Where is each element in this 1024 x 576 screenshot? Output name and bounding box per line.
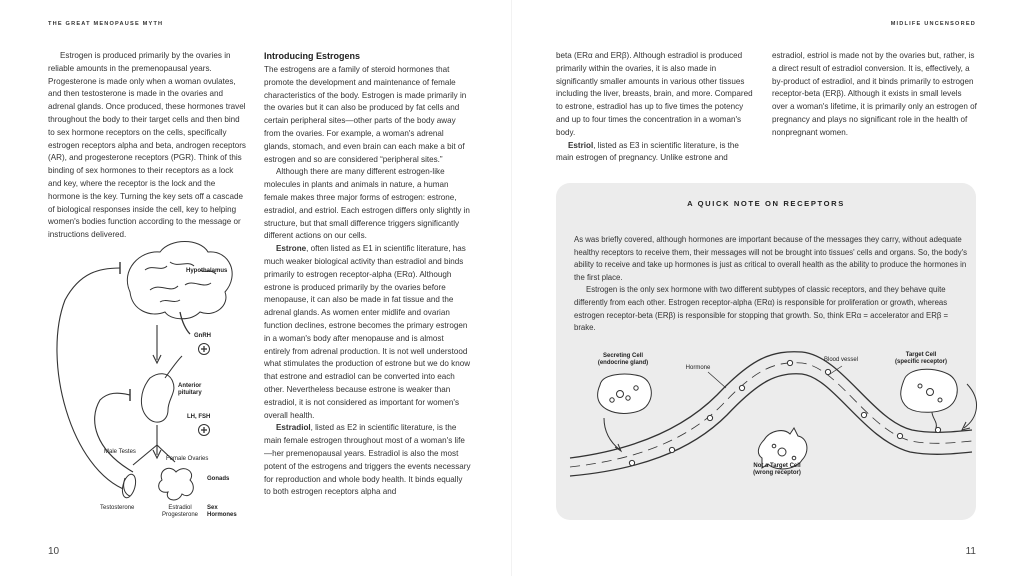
pituitary-icon [141,356,182,422]
section-heading: Introducing Estrogens [264,51,361,61]
paragraph: The estrogens are a family of steroid hormones that promote the development and maintenance of female characteristics of the body. Estrogen is made primarily in the ovaries but it can also be produced by fat cells and certain peripheral sites—other parts of the body away from the ovaries. For example, a woman's adrenal glands, stomach, and even brain can each make a bit of estrogen and so are considered “peripheral sites.” [264,65,467,164]
receptor-diagram-svg [512,0,1024,576]
label-blood-vessel: Blood vessel [823,357,859,363]
stimulate-lhfsh-icon [199,425,210,436]
paragraph: As was briefly covered, although hormones are important because of the messages they carry, without adequate healthy receptors to receive them, their messages will not be brought into tissues' cells and organs. So, the body's ability to receive and take up hormones is just as critical to overall health as the ability to produce the hormones in the first place. [574,235,968,282]
term-estrone: Estrone [276,244,307,254]
testis-icon [120,473,138,499]
brain-icon [127,242,232,335]
paragraph: Although there are many different estrogen-like molecules in plants and animals in nature, a human female makes three major forms of estrogen: estrone, estradiol, and estriol. Each estrogen differs only slightly in structure, but that small difference triggers significantly different actions on our cells. [264,167,470,241]
label-gnrh: GnRH [194,333,211,339]
ovary-icon [159,468,194,500]
page-number-right: 11 [965,546,976,557]
page-number-left: 10 [48,546,60,557]
right-page [512,0,1024,576]
label-sex-hormones: Sex Hormones [207,505,237,518]
label-estradiol-progesterone: Estradiol Progesterone [161,505,199,518]
running-head-left: THE GREAT MENOPAUSE MYTH [48,21,164,27]
label-male-testes: Male Testes [104,449,136,455]
label-hormone: Hormone [685,365,711,371]
paragraph: Estrogen is produced primarily by the ovaries in reliable amounts in the premenopausal years. Progesterone is made only when a woman ovulates, and then testosterone is made in the ovaries and adrenal glands. Once produced, these hormones travel throughout the body to their target cells and then bind to sex hormone receptors on the cells, specifically estrogen receptors alpha and beta, androgen receptors (AR), and progesterone receptors (PGR). Think of this binding of sex hormones to their receptors as a lock and key, where the receptor is the lock and the hormone is the key. Turning the key sets off a cascade of biological responses inside the cell, key to helping women's bodies function according to the message or instructions delivered. [48,51,246,240]
label-female-ovaries: Female Ovaries [166,456,209,462]
label-target-cell: Target Cell (specific receptor) [894,352,948,365]
callout-title: A QUICK NOTE ON RECEPTORS [687,199,845,208]
paragraph: estradiol, estriol is made not by the ovaries but, rather, is a direct result of estradiol conversion. It is, effectively, a by-product of estradiol, and it binds primarily to estrogen receptor-beta (ERβ). Although it exists in small levels over a woman's lifetime, it is primarily only an estrogen of pregnancy and plays no significant role in the health of nonpregnant women. [772,51,977,137]
stimulate-gnrh-icon [199,344,210,355]
paragraph: Estrone, often listed as E1 in scientific literature, has much weaker biological activity than estradiol and binds primarily to estrogen receptor-alpha (ERα). Although estrone is produced primarily by the ovaries before menopause, it can also be made in fat tissue and the adrenal glands. As women enter midlife and ovarian function declines, estrone becomes the primary estrogen in a woman's body after menopause and is almost entirely from adrenal production. It is not well understood what stimulates the production of estrone but we do know that estrone and estradiol can be converted into each other. Nevertheless because estrone is weaker than estradiol, it is not considered as important for women's overall health. [264,244,471,420]
paragraph: Estradiol, listed as E2 in scientific literature, is the main female estrogen throughout most of a woman's life—her premenopausal years. Estradiol is also the most potent of the estrogens and triggers the events necessary for reproduction and whole body health. It binds equally to both estrogen receptors alpha and [264,423,471,497]
term-estriol: Estriol [568,140,594,150]
label-gonads: Gonads [207,476,230,482]
running-head-right: MIDLIFE UNCENSORED [890,21,976,27]
paragraph: Estrogen is the only sex hormone with two different subtypes of classic receptors, and they behave quite differently from each other. Estrogen receptor-alpha (ERα) is responsible for proliferation or growth, whereas estrogen receptor-beta (ERβ) is responsible for stopping that growth. So, think ERα = accelerator and ERβ = brake. [574,285,949,333]
term-estradiol: Estradiol [276,423,311,433]
label-hypothalamus: Hypothalamus [186,268,228,274]
label-lh-fsh: LH, FSH [187,414,211,420]
secreting-cell-icon [598,374,652,413]
label-not-target-cell: Not a Target Cell (wrong receptor) [753,463,801,476]
label-anterior-pituitary: Anterior pituitary [178,383,202,396]
label-testosterone: Testosterone [100,505,135,511]
paragraph: beta (ERα and ERβ). Although estradiol is produced primarily within the ovaries, it is also made in significantly smaller amounts in various other tissues including the liver, breasts, brain, and more. Compared to estrone, estradiol has up to five times the potency and up to four times the concentration in a woman's body. [556,51,753,137]
target-cell-icon [901,369,958,432]
paragraph: Estriol, listed as E3 in scientific literature, is the main estrogen of pregnancy. Unlike estrone and [556,140,739,163]
label-secreting-cell: Secreting Cell (endocrine gland) [597,353,649,366]
